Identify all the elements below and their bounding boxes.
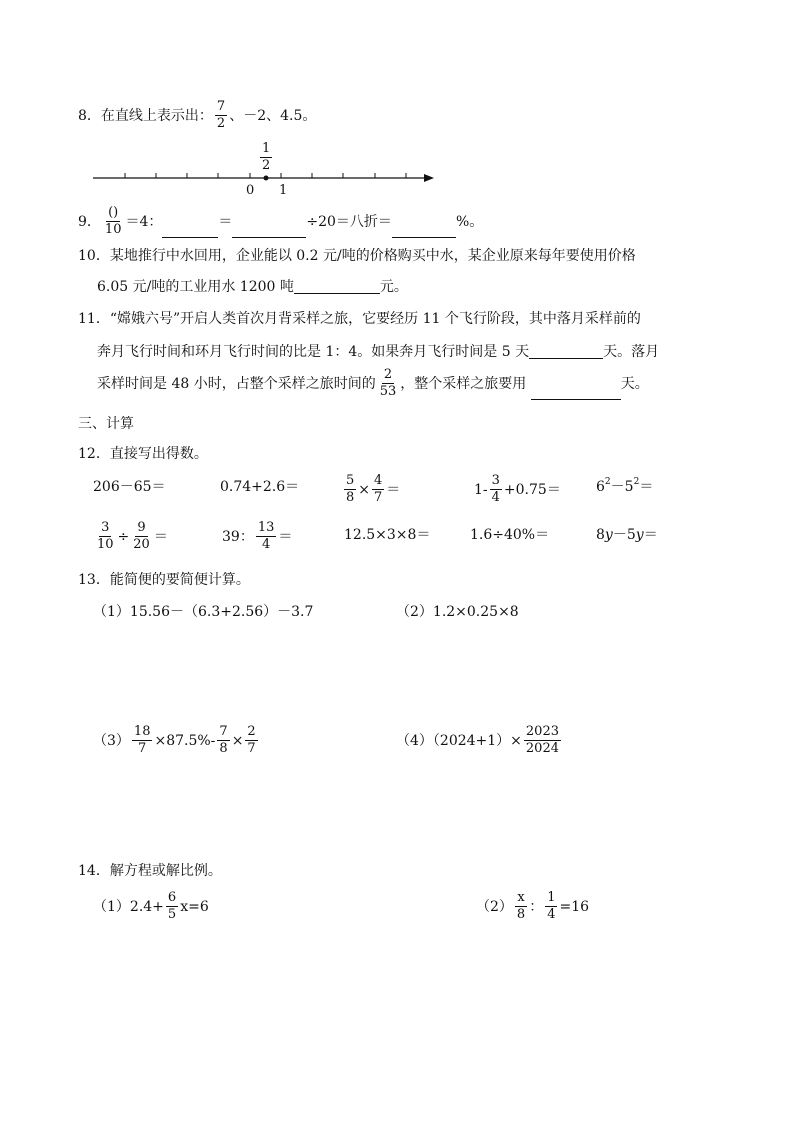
fraction: $\frac{()}{10}$: [104, 205, 122, 238]
calc-problem: （3） $\frac{18}{7}$ ×87.5%- $\frac{7}{8}$ × $\frac{2}{7}$: [93, 724, 256, 757]
section-title: 三、计算: [78, 416, 134, 432]
question-12-title: 12．直接写出得数。: [78, 446, 208, 462]
calc-item: $\frac{5}{8}$ × $\frac{4}{7}$ ＝: [346, 473, 401, 506]
calc-item: 0.74+2.6＝: [220, 479, 300, 495]
answer-blank[interactable]: [294, 279, 380, 294]
calc-item: $6^2-5^2=$: [596, 477, 654, 495]
calc-problem: （2）1.2×0.25×8: [396, 604, 519, 620]
calc-item: 8y－5y＝: [596, 527, 658, 543]
answer-blank[interactable]: [232, 223, 306, 238]
calc-problem: （4）（2024+1）× $\frac{2023}{2024}$: [396, 724, 559, 757]
question-10-line1: 10．某地推行中水回用，企业能以 0.2 元/吨的价格购买中水，某企业原来每年要使用价格: [78, 248, 636, 264]
q8-prefix: 8．在直线上表示出：: [78, 107, 213, 124]
question-11-line3: 采样时间是 48 小时，占整个采样之旅时间的 $\frac{2}{53}$ ，整个采样之旅要用 天。: [97, 367, 649, 400]
answer-blank[interactable]: [529, 344, 603, 359]
number-line: [90, 170, 440, 186]
calc-item: 1- $\frac{3}{4}$ +0.75＝: [474, 473, 561, 506]
tick-label-1: 1: [279, 183, 288, 198]
tick-label-0: 0: [246, 183, 255, 198]
question-13-title: 13．能简便的要简便计算。: [78, 572, 250, 588]
calc-item: 39： $\frac{13}{4}$ ＝: [222, 520, 293, 553]
equation-problem: （2） $\frac{x}{8}$ ： $\frac{1}{4}$ =16: [476, 890, 590, 923]
calc-item: 1.6÷40%＝: [470, 527, 550, 543]
number-line-marker-label: $\frac{1}{2}$: [262, 141, 271, 174]
question-14-title: 14．解方程或解比例。: [78, 863, 222, 879]
answer-blank[interactable]: [162, 223, 218, 238]
fraction: $\frac{2}{53}$: [379, 367, 397, 400]
question-10-line2: 6.05 元/吨的工业用水 1200 吨 元。: [97, 279, 408, 295]
question-11-line2: 奔月飞行时间和环月飞行时间的比是 1：4。如果奔月飞行时间是 5 天 天。落月: [97, 344, 660, 360]
arrow-icon: [424, 174, 434, 182]
calc-item: 12.5×3×8＝: [344, 527, 431, 543]
question-8: 8．在直线上表示出： $\frac{7}{2}$ 、－2、4.5。: [78, 99, 317, 132]
question-11-line1: 11．“嫦娥六号”开启人类首次月背采样之旅，它要经历 11 个飞行阶段，其中落月采样前的: [78, 311, 641, 327]
equation-problem: （1）2.4+ $\frac{6}{5}$ x=6: [93, 890, 209, 923]
answer-blank[interactable]: [531, 385, 621, 400]
fraction: $\frac{7}{2}$: [216, 99, 226, 132]
question-9: 9． $\frac{()}{10}$ ＝4： ＝ ÷20＝八折＝ %。: [78, 205, 484, 238]
calc-item: 206－65＝: [93, 479, 166, 495]
calc-item: $\frac{3}{10}$ ÷ $\frac{9}{20}$ ＝: [97, 520, 168, 553]
answer-blank[interactable]: [392, 223, 456, 238]
point-dot: [264, 176, 269, 181]
calc-problem: （1）15.56－（6.3+2.56）－3.7: [93, 604, 314, 620]
